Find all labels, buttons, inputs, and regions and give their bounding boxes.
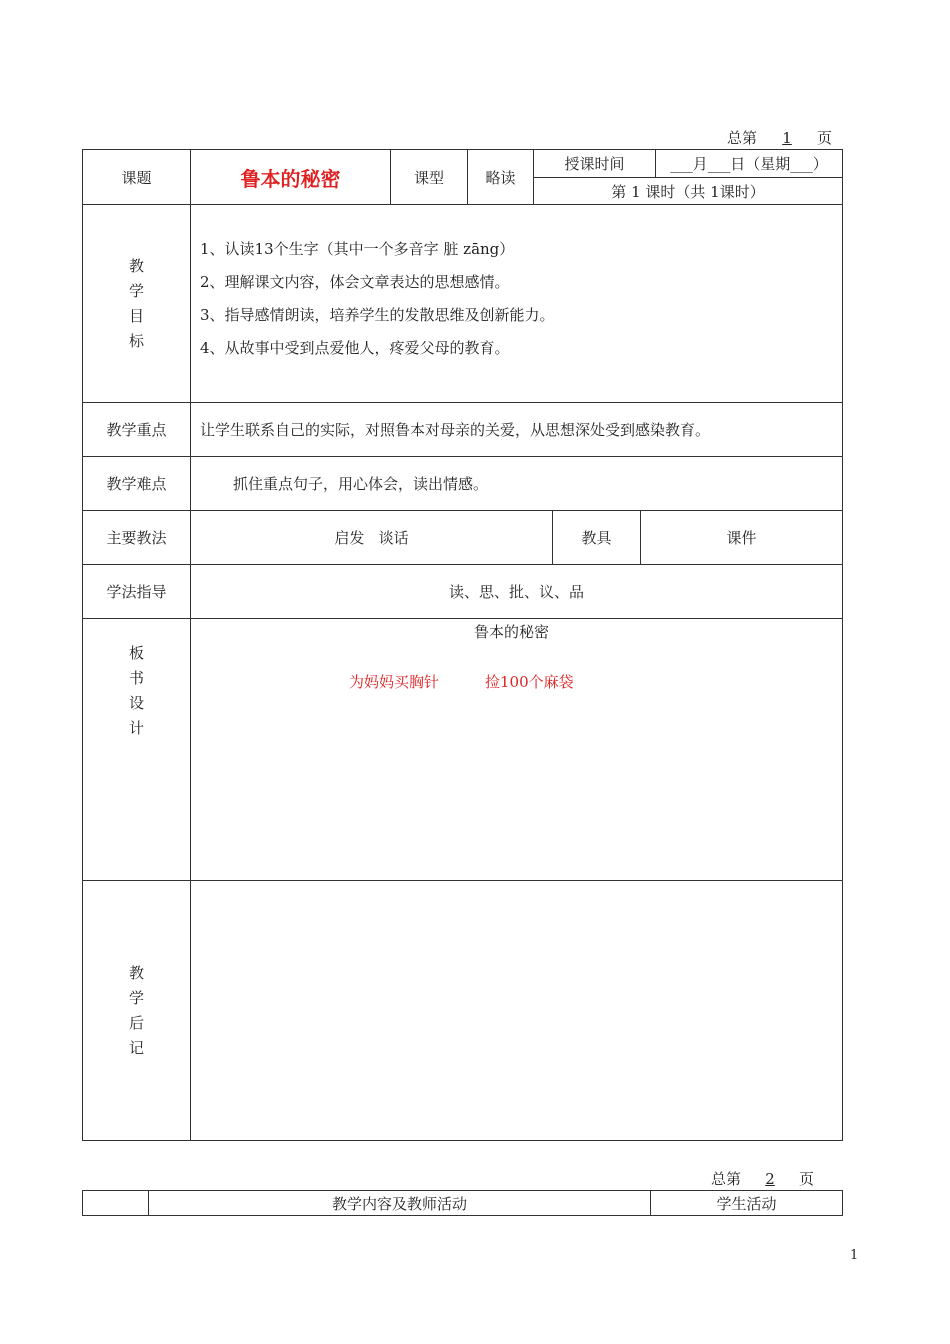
- board-content: [191, 619, 843, 881]
- guide-value: 读、思、批、议、品: [191, 565, 843, 619]
- goal-item: 4、从故事中受到点爱他人，疼爱父母的教育。: [200, 339, 510, 357]
- guide-row: [83, 565, 843, 619]
- reflection-content: [191, 881, 843, 1141]
- teach-time-label: 授课时间: [534, 150, 656, 178]
- board-row: [83, 619, 843, 881]
- activity-table: [82, 1190, 843, 1216]
- reflection-label: 教 学 后 记: [83, 881, 191, 1141]
- tool-label: 教具: [553, 511, 641, 565]
- reflection-row: [83, 881, 843, 1141]
- page-counter-prefix: 总第: [711, 1170, 742, 1188]
- goals-label: 教 学 目 标: [83, 205, 191, 403]
- footer-page-number: 1: [850, 1248, 859, 1263]
- board-title: 鲁本的秘密: [474, 623, 550, 641]
- page-counter-suffix: 页: [799, 1170, 815, 1188]
- key-point-text: 让学生联系自己的实际，对照鲁本对母亲的关爱，从思想深处受到感染教育。: [191, 403, 843, 457]
- page-counter-suffix: 页: [817, 129, 833, 147]
- activity-header-row: [83, 1191, 843, 1216]
- difficulty-label: 教学难点: [83, 457, 191, 511]
- goal-item: 2、理解课文内容，体会文章表达的思想感情。: [200, 273, 510, 291]
- lesson-type-label: 课型: [391, 150, 468, 205]
- lesson-type-value: 略读: [468, 150, 534, 205]
- goals-row: [83, 205, 843, 403]
- method-value: 启发 谈话: [191, 511, 553, 565]
- goal-item: 3、指导感情朗读，培养学生的发散思维及创新能力。: [200, 306, 555, 324]
- key-point-label: 教学重点: [83, 403, 191, 457]
- guide-label: 学法指导: [83, 565, 191, 619]
- topic-label: 课题: [83, 150, 191, 205]
- board-label: 板 书 设 计: [83, 619, 191, 881]
- page-counter-number: 2: [765, 1170, 775, 1188]
- key-point-row: [83, 403, 843, 457]
- method-label: 主要教法: [83, 511, 191, 565]
- lesson-title: 鲁本的秘密: [191, 150, 391, 205]
- goal-item: 1、认读13个生字（其中一个多音字 脏 zāng）: [200, 240, 515, 258]
- lesson-plan-table: [82, 149, 843, 1141]
- topic-row: [83, 150, 843, 178]
- period-info: 第 1 课时（共 1课时）: [534, 178, 843, 205]
- page-counter-1: [727, 127, 832, 148]
- page-counter-prefix: 总第: [727, 129, 758, 147]
- student-column-header: 学生活动: [651, 1191, 843, 1216]
- difficulty-row: [83, 457, 843, 511]
- page-counter-2: [711, 1168, 814, 1189]
- tool-value: 课件: [641, 511, 843, 565]
- activity-blank-cell: [83, 1191, 149, 1216]
- goals-content: [191, 205, 843, 403]
- page-counter-number: 1: [782, 129, 792, 147]
- difficulty-text: 抓住重点句子，用心体会，读出情感。: [191, 457, 843, 511]
- board-line-right: 捡100个麻袋: [485, 673, 574, 691]
- method-row: [83, 511, 843, 565]
- teach-date: ___月___日（星期___）: [656, 150, 843, 178]
- board-line-left: 为妈妈买胸针: [349, 673, 440, 691]
- content-column-header: 教学内容及教师活动: [149, 1191, 651, 1216]
